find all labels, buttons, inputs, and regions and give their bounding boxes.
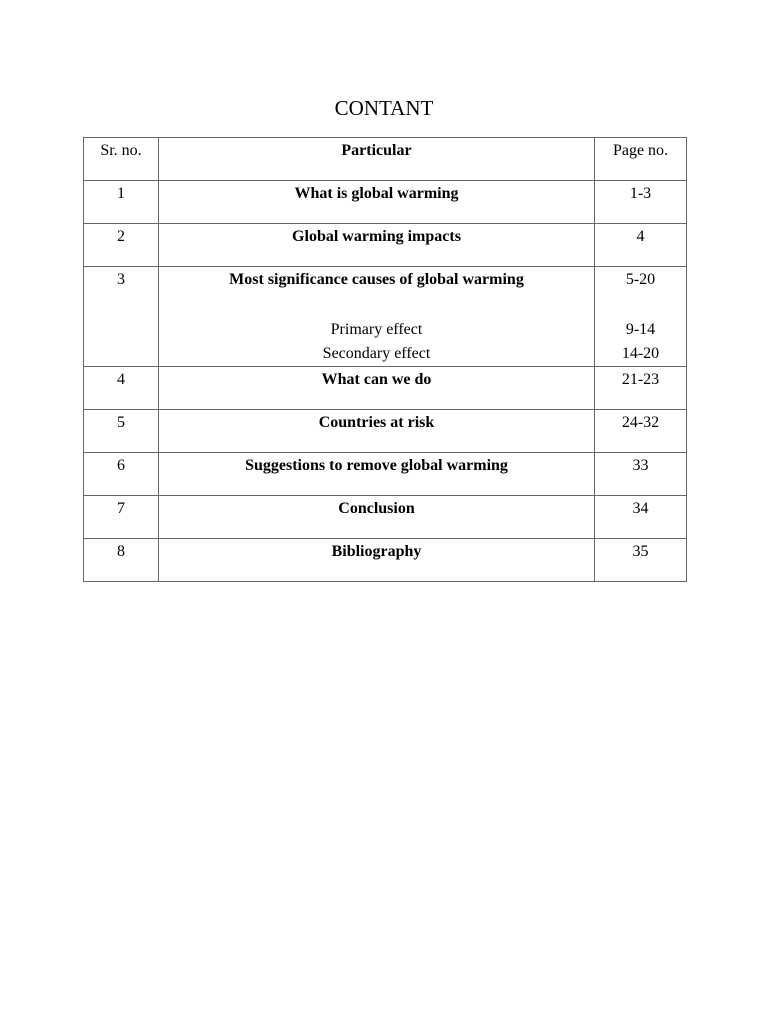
table-header-row xyxy=(84,138,687,181)
subitem-secondary-effect: Secondary effect xyxy=(322,345,431,362)
sr-value: 3 xyxy=(117,271,125,288)
header-particular: Particular xyxy=(159,138,595,181)
sr-cell: 7 xyxy=(84,496,159,539)
page-cell: 33 xyxy=(595,453,687,496)
sr-cell: 5 xyxy=(84,410,159,453)
particular-value: Most significance causes of global warming xyxy=(229,271,524,288)
sr-cell: 2 xyxy=(84,224,159,267)
sr-cell xyxy=(84,267,159,367)
particular-cell: What can we do xyxy=(159,367,595,410)
particular-cell: What is global warming xyxy=(159,181,595,224)
table-row xyxy=(84,267,687,367)
table-row xyxy=(84,539,687,582)
page-cell: 4 xyxy=(595,224,687,267)
sr-cell: 1 xyxy=(84,181,159,224)
subitem-primary-effect: Primary effect xyxy=(330,321,423,338)
particular-cell xyxy=(159,267,595,367)
subitem-secondary-page: 14-20 xyxy=(621,345,660,362)
page-cell: 35 xyxy=(595,539,687,582)
table-row xyxy=(84,367,687,410)
table-row xyxy=(84,224,687,267)
subitem-primary-page: 9-14 xyxy=(625,321,656,338)
page-cell: 24-32 xyxy=(595,410,687,453)
particular-cell: Bibliography xyxy=(159,539,595,582)
table-row xyxy=(84,410,687,453)
page-value: 5-20 xyxy=(625,271,656,288)
header-page-no: Page no. xyxy=(595,138,687,181)
page-cell: 21-23 xyxy=(595,367,687,410)
contents-table xyxy=(83,137,687,582)
particular-cell: Countries at risk xyxy=(159,410,595,453)
page-cell: 1-3 xyxy=(595,181,687,224)
page-title: CONTANT xyxy=(334,96,434,120)
particular-cell: Global warming impacts xyxy=(159,224,595,267)
header-sr-no: Sr. no. xyxy=(84,138,159,181)
sr-cell: 6 xyxy=(84,453,159,496)
particular-cell: Suggestions to remove global warming xyxy=(159,453,595,496)
table-row xyxy=(84,181,687,224)
table-row xyxy=(84,453,687,496)
sr-cell: 8 xyxy=(84,539,159,582)
page-cell xyxy=(595,267,687,367)
sr-cell: 4 xyxy=(84,367,159,410)
particular-cell: Conclusion xyxy=(159,496,595,539)
table-row xyxy=(84,496,687,539)
page-cell: 34 xyxy=(595,496,687,539)
